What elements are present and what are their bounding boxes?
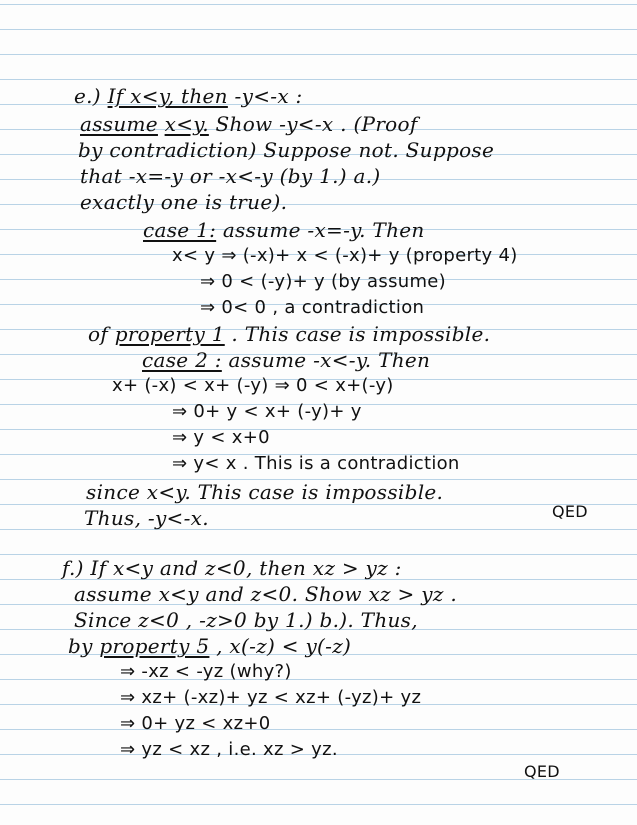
- case-1-text: assume -x=-y. Then: [222, 218, 425, 242]
- case-2-label: case 2 :: [142, 348, 222, 372]
- part-e-qed: QED: [552, 502, 588, 521]
- part-e-header: [74, 84, 303, 108]
- part-e-assume-line: [80, 112, 418, 136]
- part-f-property-5: property 5: [99, 634, 210, 658]
- part-e-label: e.): [74, 84, 101, 108]
- part-f-qed: QED: [524, 762, 560, 781]
- part-e-statement-if: If x<y, then: [107, 84, 228, 108]
- part-f-header: [62, 556, 402, 580]
- part-f-step-4: ⇒ yz < xz , i.e. xz > yz.: [120, 739, 338, 760]
- case-2-conclusion: since x<y. This case is impossible.: [86, 480, 444, 504]
- part-f-step-3: ⇒ 0+ yz < xz+0: [120, 713, 271, 734]
- case-2-step-2: ⇒ 0+ y < x+ (-y)+ y: [172, 401, 362, 422]
- show-text: Show -y<-x . (Proof: [215, 112, 418, 136]
- proof-line-4: that -x=-y or -x<-y (by 1.) a.): [80, 164, 381, 188]
- case-1-label: case 1:: [143, 218, 217, 242]
- case-2-step-4: ⇒ y< x . This is a contradiction: [172, 453, 460, 474]
- part-f-line-2: assume x<y and z<0. Show xz > yz .: [74, 582, 458, 606]
- case-2-heading: [142, 348, 430, 372]
- part-e-conclusion: Thus, -y<-x.: [84, 506, 209, 530]
- part-f-by: by: [68, 634, 93, 658]
- proof-line-5: exactly one is true).: [80, 190, 288, 214]
- part-f-line-4: [68, 634, 351, 658]
- assume-expression: x<y.: [164, 112, 209, 136]
- part-f-label: f.): [62, 556, 84, 580]
- case-1-step-1: x< y ⇒ (-x)+ x < (-x)+ y (property 4): [172, 245, 518, 266]
- case-1-conclusion: [88, 322, 490, 346]
- case-1-property-1: property 1: [114, 322, 225, 346]
- case-2-step-3: ⇒ y < x+0: [172, 427, 270, 448]
- part-f-step-2: ⇒ xz+ (-xz)+ yz < xz+ (-yz)+ yz: [120, 687, 422, 708]
- case-2-step-1: x+ (-x) < x+ (-y) ⇒ 0 < x+(-y): [112, 375, 394, 396]
- case-1-step-3: ⇒ 0< 0 , a contradiction: [200, 297, 425, 318]
- case-2-text: assume -x<-y. Then: [228, 348, 431, 372]
- part-f-step-1: ⇒ -xz < -yz (why?): [120, 661, 292, 682]
- part-e-statement-rest: -y<-x :: [234, 84, 303, 108]
- case-1-step-2: ⇒ 0 < (-y)+ y (by assume): [200, 271, 446, 292]
- assume-word: assume: [80, 112, 158, 136]
- part-f-line-3: Since z<0 , -z>0 by 1.) b.). Thus,: [74, 608, 418, 632]
- proof-line-3: by contradiction) Suppose not. Suppose: [78, 138, 495, 162]
- case-1-conclusion-of: of: [88, 322, 109, 346]
- part-f-inequality: , x(-z) < y(-z): [216, 634, 352, 658]
- case-1-heading: [143, 218, 425, 242]
- part-f-statement: If x<y and z<0, then xz > yz :: [90, 556, 402, 580]
- case-1-impossible: . This case is impossible.: [231, 322, 491, 346]
